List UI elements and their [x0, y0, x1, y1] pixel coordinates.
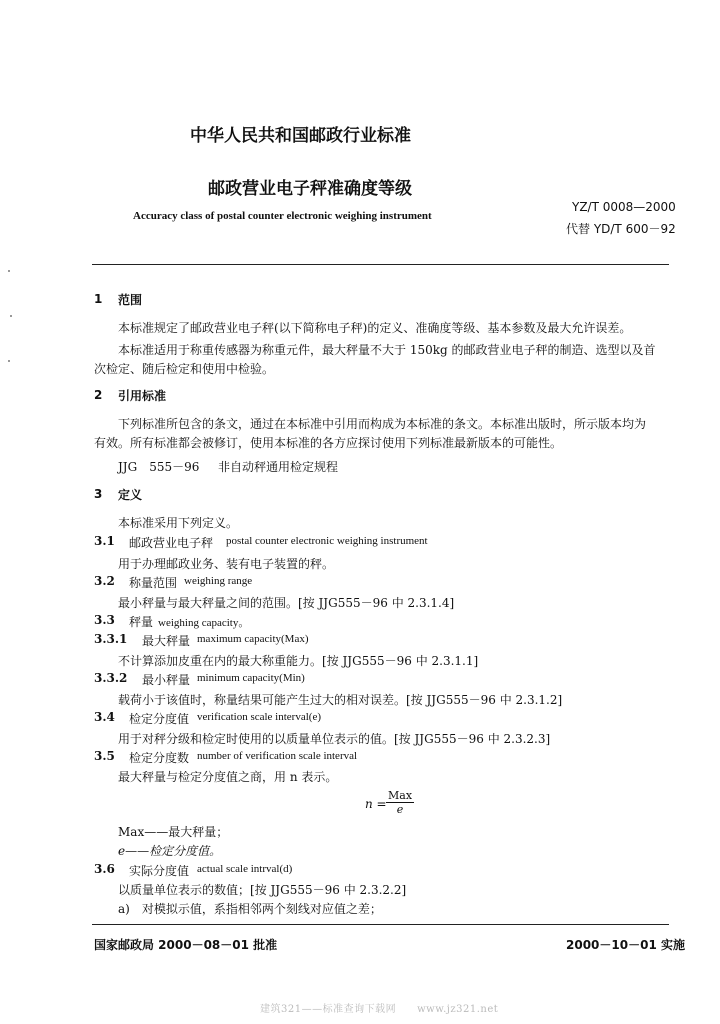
- section-1-title: 范围: [118, 293, 143, 307]
- reference-title: 非自动秤通用检定规程: [218, 460, 339, 474]
- approval-date: 国家邮政局 2000－08－01 批准: [94, 938, 278, 952]
- section-2-paragraph-1b: 有效。所有标准都会被修订，使用本标准的各方应探讨使用下列标准最新版本的可能性。: [94, 436, 563, 450]
- definition-3-4-number: 3.4: [94, 710, 115, 724]
- where-e: e——检定分度值。: [118, 844, 222, 858]
- scan-speck: [10, 315, 12, 317]
- definition-3-3-2-term-cn: 最小秤量: [142, 673, 191, 687]
- section-3-number: 3: [94, 487, 103, 501]
- definition-3-3-2-body: 载荷小于该值时，称量结果可能产生过大的相对误差。[按 JJG555－96 中 2.3.1.2]: [118, 693, 563, 707]
- definition-3-5-body: 最大秤量与检定分度值之商，用 n 表示。: [118, 770, 338, 784]
- definition-3-5-term-cn: 检定分度数: [129, 751, 190, 765]
- implementation-date: 2000－10－01 实施: [566, 938, 685, 952]
- section-1-paragraph-2a: 本标准适用于称重传感器为称重元件，最大秤量不大于 150kg 的邮政营业电子秤的制造、选型以及首: [118, 343, 656, 357]
- definition-3-3-term-cn: 秤量: [129, 615, 154, 629]
- section-1-number: 1: [94, 292, 103, 306]
- definition-3-4-term-cn: 检定分度值: [129, 712, 190, 726]
- section-1-paragraph-2b: 次检定、随后检定和使用中检验。: [94, 362, 275, 376]
- formula-lhs: n =: [365, 797, 387, 811]
- definition-3-3-number: 3.3: [94, 613, 115, 627]
- definition-3-6-term-en: actual scale intrval(d): [197, 863, 293, 875]
- section-2-number: 2: [94, 388, 103, 402]
- formula-denominator: e: [396, 803, 404, 816]
- definition-3-1-body: 用于办理邮政业务、装有电子装置的秤。: [118, 557, 335, 571]
- replaces-code: 代替 YD/T 600－92: [566, 222, 676, 236]
- definition-3-3-2-term-en: minimum capacity(Min): [197, 672, 305, 684]
- definition-3-3-1-number: 3.3.1: [94, 632, 128, 646]
- org-title: 中华人民共和国邮政行业标准: [190, 126, 411, 146]
- definition-3-2-number: 3.2: [94, 574, 115, 588]
- header-rule: [92, 264, 669, 265]
- scan-speck: [8, 360, 10, 362]
- footer-rule: [92, 924, 669, 925]
- scan-speck: [8, 270, 10, 272]
- doc-title-en: Accuracy class of postal counter electronic weighing instrument: [133, 210, 432, 222]
- definition-3-2-term-en: weighing range: [184, 575, 253, 587]
- definition-3-5-number: 3.5: [94, 749, 115, 763]
- definition-3-3-2-number: 3.3.2: [94, 671, 128, 685]
- definition-3-3-1-body: 不计算添加皮重在内的最大称重能力。[按 JJG555－96 中 2.3.1.1]: [118, 654, 479, 668]
- std-code: YZ/T 0008—2000: [572, 200, 676, 214]
- definition-3-2-body: 最小秤量与最大秤量之间的范围。[按 JJG555－96 中 2.3.1.4]: [118, 596, 455, 610]
- section-3-intro: 本标准采用下列定义。: [118, 516, 239, 530]
- definition-3-6-term-cn: 实际分度值: [129, 864, 190, 878]
- definition-3-4-body: 用于对秤分级和检定时使用的以质量单位表示的值。[按 JJG555－96 中 2.3.2.3]: [118, 732, 551, 746]
- section-3-title: 定义: [118, 488, 143, 502]
- definition-3-6-body: 以质量单位表示的数值；[按 JJG555－96 中 2.3.2.2]: [118, 883, 407, 897]
- definition-3-1-term-cn: 邮政营业电子秤: [129, 536, 214, 550]
- definition-3-6-item-a: a) 对模拟示值，系指相邻两个刻线对应值之差；: [118, 902, 382, 916]
- definition-3-1-number: 3.1: [94, 534, 115, 548]
- definition-3-6-number: 3.6: [94, 862, 115, 876]
- section-2-title: 引用标准: [118, 389, 167, 403]
- definition-3-4-term-en: verification scale interval(e): [197, 711, 321, 723]
- definition-3-1-term-en: postal counter electronic weighing instrument: [226, 535, 428, 547]
- definition-3-3-1-term-cn: 最大秤量: [142, 634, 191, 648]
- doc-title-cn: 邮政营业电子秤准确度等级: [208, 179, 412, 199]
- definition-3-5-term-en: number of verification scale interval: [197, 750, 358, 762]
- reference-code: JJG 555－96: [118, 460, 200, 474]
- formula-fraction: [386, 789, 414, 816]
- definition-3-3-1-term-en: maximum capacity(Max): [197, 633, 309, 645]
- where-max: Max——最大秤量；: [118, 825, 229, 839]
- watermark: 建筑321——标准查询下载网 www.jz321.net: [260, 1004, 499, 1015]
- definition-3-2-term-cn: 称量范围: [129, 576, 178, 590]
- section-2-paragraph-1a: 下列标准所包含的条文，通过在本标准中引用而构成为本标准的条文。本标准出版时，所示版本均为: [118, 417, 647, 431]
- definition-3-3-term-en: weighing capacity。: [158, 617, 250, 629]
- section-1-paragraph-1: 本标准规定了邮政营业电子秤(以下简称电子秤)的定义、准确度等级、基本参数及最大允许误差。: [118, 321, 632, 335]
- formula-numerator: Max: [388, 789, 413, 802]
